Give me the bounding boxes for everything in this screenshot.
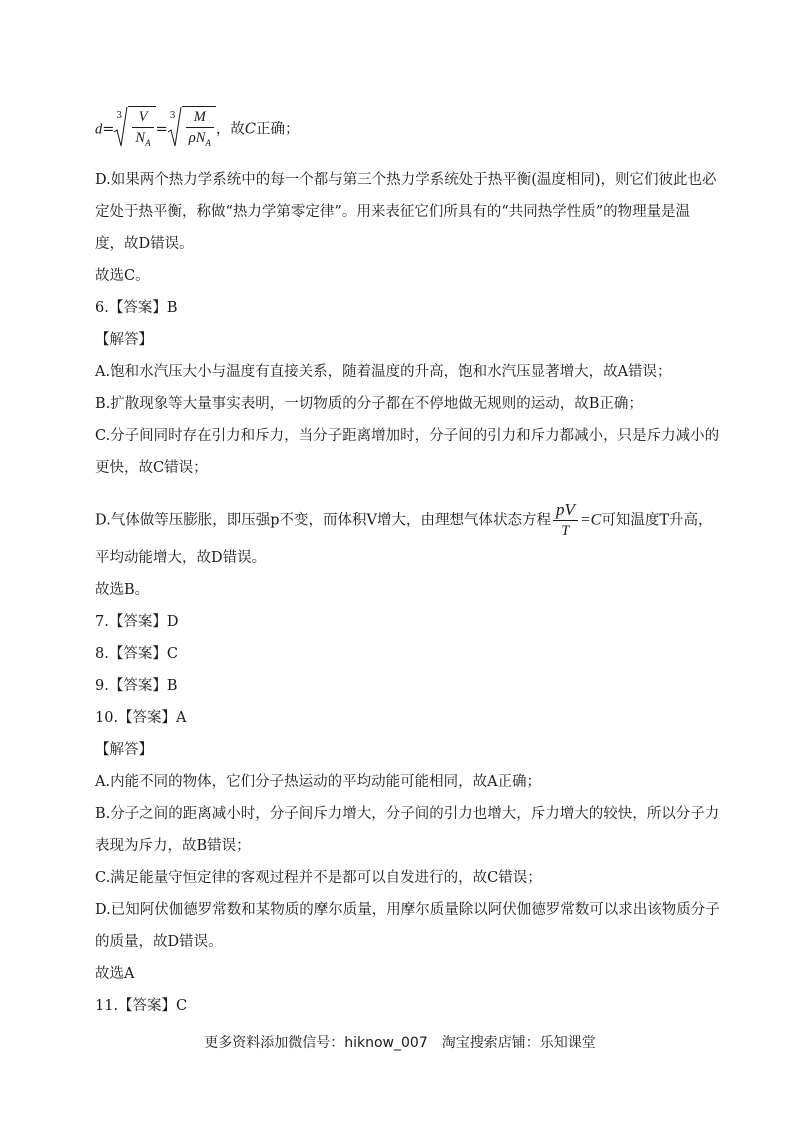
- frac2-denominator: ρN: [188, 130, 206, 146]
- q10-option-c: C.满足能量守恒定律的客观过程并不是都可以自发进行的，故C错误；: [95, 870, 542, 886]
- cube-root-2: [168, 106, 216, 153]
- q11-answer: 11.【答案】C: [95, 998, 188, 1014]
- fraction-pv-over-t: [553, 500, 578, 541]
- q10-option-d-line-2: 的质量，故D错误。: [95, 934, 223, 950]
- pv-numerator: pV: [553, 500, 578, 521]
- q6-option-b: B.扩散现象等大量事实表明，一切物质的分子都在不停地做无规则的运动，故B正确；: [95, 396, 643, 412]
- frac1-numerator: V: [132, 107, 153, 128]
- equals-c: =C: [579, 511, 602, 529]
- q10-choose: 故选A: [95, 966, 135, 982]
- q10-answer: 10.【答案】A: [95, 710, 187, 726]
- q8-answer: 8.【答案】C: [95, 646, 178, 662]
- q10-option-b-line-2: 表现为斥力，故B错误；: [95, 838, 251, 854]
- frac1-denominator-sub: A: [145, 137, 151, 148]
- thermo-d-line-1: D.如果两个热力学系统中的每一个都与第三个热力学系统处于热平衡(温度相同)，则它们彼此也必: [95, 172, 717, 188]
- radical-sign-icon: [114, 106, 128, 154]
- q10-option-a: A.内能不同的物体，它们分子热运动的平均动能可能相同，故A正确；: [95, 774, 542, 790]
- choose-c-line: 故选C。: [95, 268, 150, 284]
- q6-option-d-line-1: [95, 500, 713, 541]
- q7-answer: 7.【答案】D: [95, 614, 179, 630]
- q10-option-b-line-1: B.分子之间的距离减小时，分子间斥力增大，分子间的引力也增大，斥力增大的较快，所以分子力: [95, 806, 720, 822]
- formula-tail-letter: C: [244, 121, 256, 138]
- formula-eq-2: =: [155, 121, 168, 138]
- q6-option-c-line-1: C.分子间同时存在引力和斥力，当分子距离增加时，分子间的引力和斥力都减小，只是斥力减小的: [95, 428, 720, 444]
- q6-jieda: 【解答】: [95, 332, 153, 348]
- q6-option-d-line-2: 平均动能增大，故D错误。: [95, 550, 267, 566]
- t-denominator: T: [561, 523, 570, 539]
- root-index-2: 3: [169, 111, 176, 121]
- formula-d-line: [95, 106, 299, 153]
- thermo-d-line-2: 定处于热平衡，称做“热力学第零定律”。用来表征它们所具有的“共同热学性质”的物理量是温: [95, 204, 691, 220]
- frac2-numerator: M: [186, 107, 214, 128]
- cube-root-1: [114, 106, 155, 153]
- q6-answer: 6.【答案】B: [95, 300, 178, 316]
- fraction-m-over-rho-na: [186, 107, 214, 153]
- radical-sign-icon: [168, 106, 182, 154]
- q9-answer: 9.【答案】B: [95, 678, 178, 694]
- frac1-denominator: N: [135, 130, 146, 146]
- q10-jieda: 【解答】: [95, 742, 153, 758]
- q6-d-post: 可知温度T升高，: [601, 512, 713, 529]
- q6-choose: 故选B。: [95, 582, 150, 598]
- frac2-denominator-sub: A: [205, 137, 211, 148]
- root-index-1: 3: [116, 111, 123, 121]
- formula-tail-pre: ，故: [215, 121, 245, 138]
- formula-tail-post: 正确；: [255, 121, 300, 138]
- q6-option-a: A.饱和水汽压大小与温度有直接关系，随着温度的升高，饱和水汽压显著增大，故A错误；: [95, 364, 672, 380]
- thermo-d-line-3: 度，故D错误。: [95, 236, 194, 252]
- formula-d-lhs: d: [95, 121, 103, 138]
- q6-option-c-line-2: 更快，故C错误；: [95, 460, 208, 476]
- q10-option-d-line-1: D.已知阿伏伽德罗常数和某物质的摩尔质量，用摩尔质量除以阿伏伽德罗常数可以求出该物质分子: [95, 902, 720, 918]
- fraction-v-over-na: [132, 107, 153, 153]
- page-footer: 更多资料添加微信号：hiknow_007 淘宝搜索店铺：乐知课堂: [204, 1035, 596, 1051]
- q6-d-pre: D.气体做等压膨胀，即压强p不变，而体积V增大，由理想气体状态方程: [95, 512, 551, 529]
- formula-eq-1: =: [102, 121, 115, 138]
